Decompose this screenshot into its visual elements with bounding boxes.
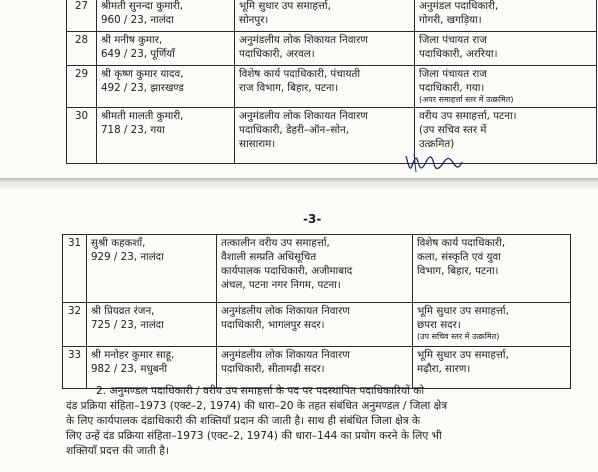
officer-name-line: 929 / 23, नालंदा (91, 251, 164, 263)
serial-number-cell: 27 (67, 0, 97, 32)
current-posting-line: अनुमंडलीय लोक शिकायत निवारण (221, 349, 350, 361)
new-posting-cell (415, 32, 597, 66)
paragraph-line: लिए उन्हें दंड प्रक्रिया संहिता–1973 (एक्ट–2, 1974) की धारा–144 का प्रयोग करने के लिए भी (66, 430, 442, 442)
officer-name-line: 649 / 23, पूर्णियाँ (101, 48, 175, 60)
page-sheet-1 (0, 0, 598, 178)
new-posting-line: विभाग, बिहार, पटना। (417, 265, 499, 277)
officer-name-cell (87, 235, 217, 303)
current-posting-cell (235, 66, 415, 108)
new-posting-line: पदाधिकारी, अररिया। (419, 48, 498, 60)
new-posting-line: मढ़ौरा, सारण। (417, 363, 471, 375)
current-posting-line: अनुमंडलीय लोक शिकायत निवारण (221, 305, 350, 317)
new-posting-line: वरीय उप समाहर्त्ता, पटना। (419, 110, 517, 122)
current-posting-line: राज विभाग, बिहार, पटना। (239, 82, 339, 94)
current-posting-line: भूमि सुधार उप समाहर्त्ता, (239, 0, 331, 12)
officer-name-line: सुश्री कहकशाँ, (91, 237, 146, 249)
new-posting-line: भूमि सुधार उप समाहर्त्ता, (417, 305, 509, 317)
new-posting-cell (415, 66, 597, 108)
current-posting-cell (235, 0, 415, 32)
current-posting-line: अनुमंडलीय लोक शिकायत निवारण (239, 110, 368, 122)
page-sheet-2 (0, 188, 598, 472)
current-posting-line: अंचल, पटना नगर निगम, पटना। (221, 279, 341, 291)
current-posting-line: पदाधिकारी, डेहरी–ऑन–सोन, (239, 124, 349, 136)
new-posting-line: जिला पंचायत राज (419, 68, 487, 80)
order-paragraph (66, 384, 586, 459)
current-posting-line: पदाधिकारी, भागलपुर सदर। (221, 319, 325, 331)
new-posting-line: (उप सचिव स्तर में (419, 124, 487, 136)
current-posting-cell (217, 303, 413, 347)
officer-name-cell (97, 66, 235, 108)
officer-name-line: 718 / 23, गया (101, 124, 165, 136)
officer-name-cell (97, 0, 235, 32)
transfer-table-page-1 (66, 0, 597, 164)
table-row (67, 66, 597, 108)
table-row (63, 303, 571, 347)
new-posting-cell (415, 0, 597, 32)
upgrade-note: (उप सचिव स्तर में उत्क्रमित) (417, 332, 500, 341)
current-posting-line: पदाधिकारी, अरवल। (239, 48, 315, 60)
new-posting-line: गोगरी, खगड़िया। (419, 14, 482, 26)
officer-name-line: श्रीमती सुनन्दा कुमारी, (101, 0, 184, 12)
new-posting-line: अनुमंडल पदाधिकारी, (419, 0, 499, 12)
serial-number-cell: 30 (67, 108, 97, 164)
new-posting-cell (413, 347, 571, 389)
current-posting-line: सोनपुर। (239, 14, 269, 26)
officer-name-line: श्री प्रियव्रत रंजन, (91, 305, 155, 317)
officer-name-line: श्री कृष्ण कुमार यादव, (101, 68, 184, 80)
current-posting-line: विशेष कार्य पदाधिकारी, पंचायती (239, 68, 360, 80)
officer-name-line: श्री मनोहर कुमार साहू, (91, 349, 175, 361)
table-row (67, 108, 597, 164)
paragraph-line: दंड प्रक्रिया संहिता–1973 (एक्ट–2, 1974) की धारा–20 के तहत संबंधित अनुमण्डल / जिला क्षेत्र (66, 400, 448, 412)
current-posting-line: पदाधिकारी, सीतामढ़ी सदर। (221, 363, 325, 375)
officer-name-line: 725 / 23, नालंदा (91, 319, 164, 331)
serial-number-cell: 31 (63, 235, 87, 303)
current-posting-line: वैशाली सम्प्रति अधिसूचित (221, 251, 317, 263)
serial-number-cell: 29 (67, 66, 97, 108)
new-posting-line: कला, संस्कृति एवं युवा (417, 251, 501, 263)
paragraph-line: के लिए कार्यपालक दंडाधिकारी की शक्तियाँ प्रदान की जाती है। साथ ही संबंधित जिला क्षेत्र के (66, 415, 421, 427)
new-posting-line: छपरा सदर। (417, 319, 461, 331)
table-row (63, 347, 571, 389)
page-separator (0, 178, 598, 188)
new-posting-line: भूमि सुधार उप समाहर्त्ता, (417, 349, 509, 361)
officer-name-cell (97, 32, 235, 66)
officer-name-cell (87, 347, 217, 389)
serial-number-cell: 33 (63, 347, 87, 389)
current-posting-cell (235, 108, 415, 164)
new-posting-cell (413, 303, 571, 347)
current-posting-cell (235, 32, 415, 66)
current-posting-line: कार्यपालक पदाधिकारी, अजीमाबाद (221, 265, 353, 277)
serial-number-cell: 32 (63, 303, 87, 347)
page-number: -3- (303, 212, 322, 226)
current-posting-cell (217, 347, 413, 389)
signature-scribble (404, 150, 464, 176)
officer-name-line: 492 / 23, झारखण्ड (101, 82, 184, 94)
officer-name-line: 982 / 23, मधुबनी (91, 363, 168, 375)
table-row (63, 235, 571, 303)
new-posting-line: पदाधिकारी, गया। (419, 82, 485, 94)
table-row (67, 0, 597, 32)
paragraph-line: 2. अनुमण्डल पदाधिकारी / वरीय उप समाहर्त्ता के पद पर पदस्थापित पदाधिकारियों को (96, 385, 425, 397)
current-posting-line: तत्कालीन वरीय उप समाहर्त्ता, (221, 237, 330, 249)
officer-name-cell (97, 108, 235, 164)
current-posting-line: अनुमंडलीय लोक शिकायत निवारण (239, 34, 368, 46)
upgrade-note: (अपर समाहर्त्ता स्तर में उत्क्रमित) (419, 95, 514, 104)
new-posting-line: विशेष कार्य पदाधिकारी, (417, 237, 506, 249)
new-posting-line: जिला पंचायत राज (419, 34, 487, 46)
officer-name-line: 960 / 23, नालंदा (101, 14, 174, 26)
paragraph-line: शक्तियाँ प्रदत्त की जाती है। (66, 445, 169, 457)
officer-name-cell (87, 303, 217, 347)
new-posting-line: उत्क्रमित) (419, 138, 455, 150)
current-posting-line: सासाराम। (239, 138, 276, 150)
officer-name-line: श्री मनीष कुमार, (101, 34, 163, 46)
current-posting-cell (217, 235, 413, 303)
serial-number-cell: 28 (67, 32, 97, 66)
transfer-table-page-2 (62, 234, 571, 389)
new-posting-cell (413, 235, 571, 303)
table-row (67, 32, 597, 66)
officer-name-line: श्रीमती मालती कुमारी, (101, 110, 184, 122)
